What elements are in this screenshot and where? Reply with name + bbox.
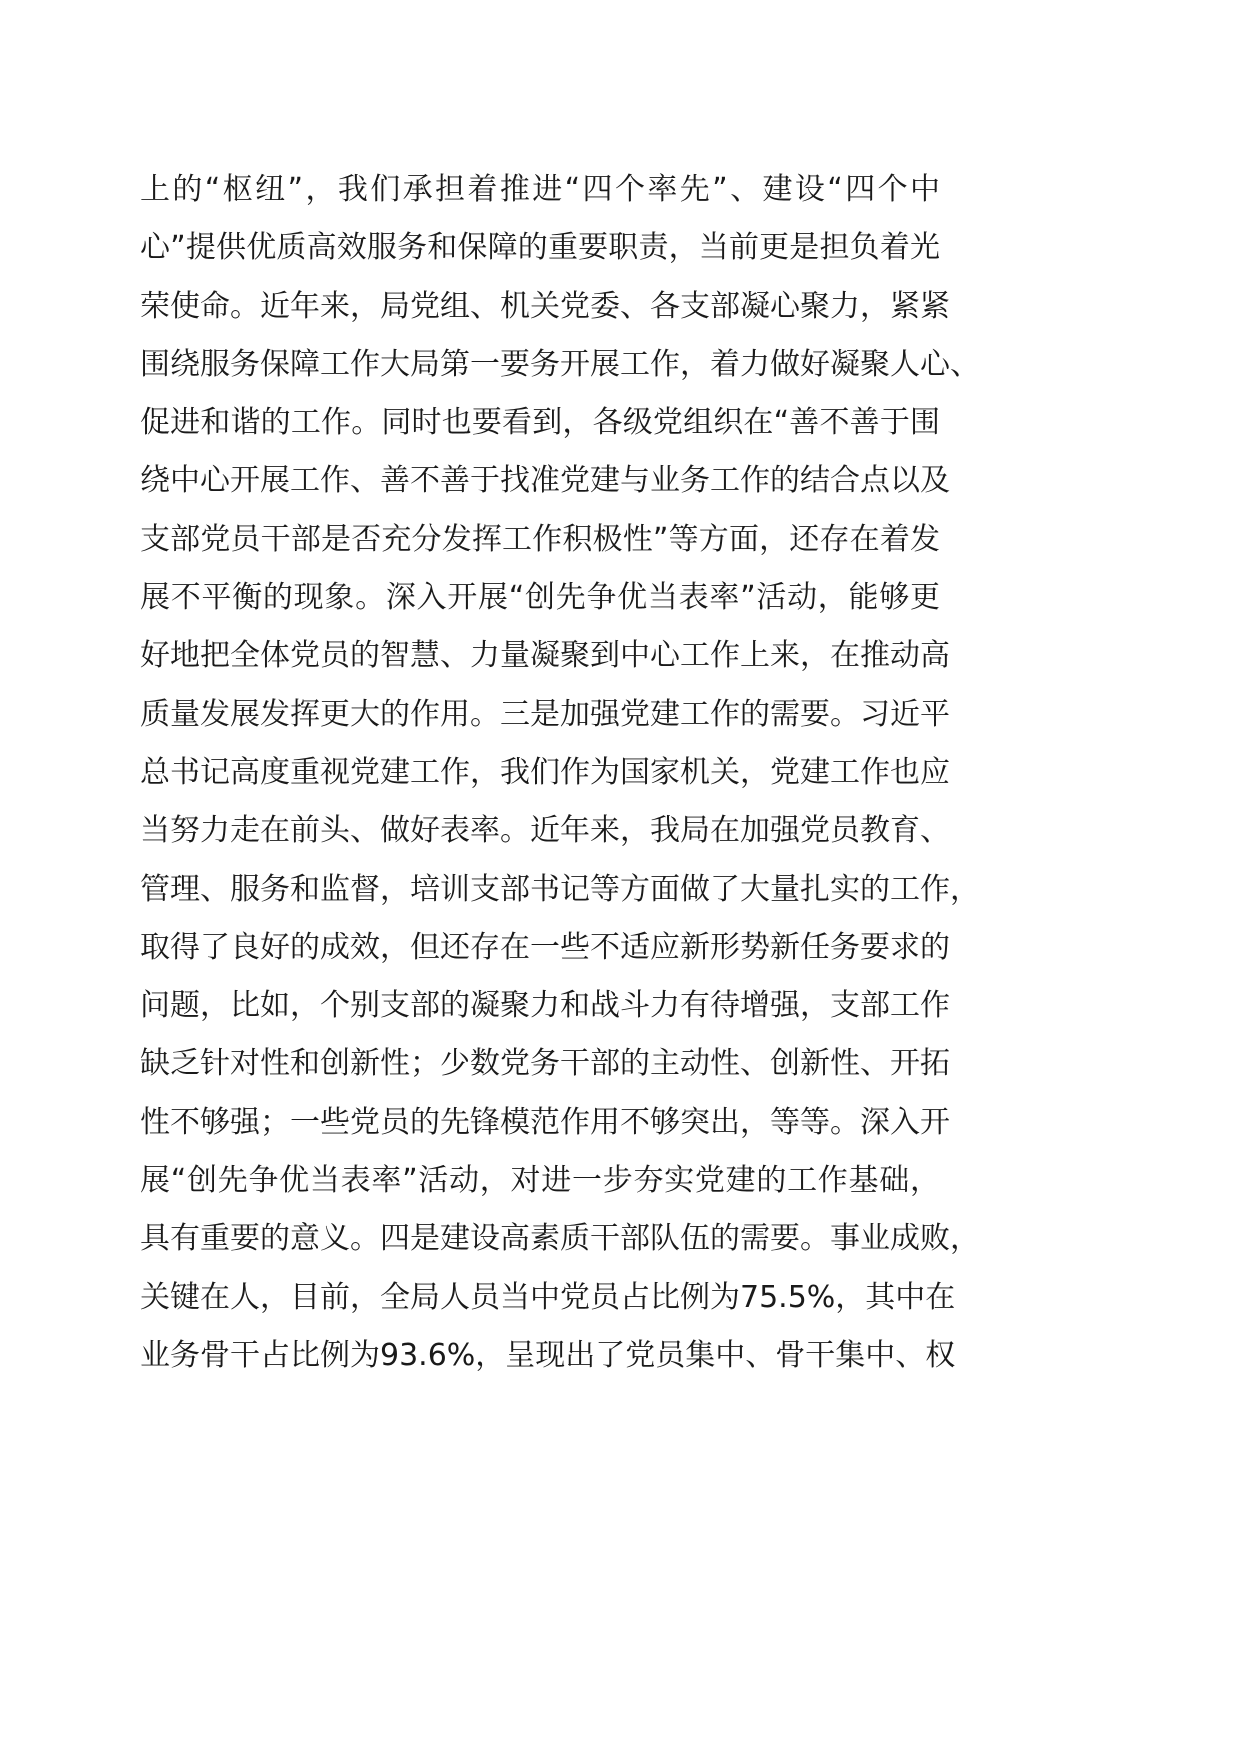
- text-line: 问题，比如，个别支部的凝聚力和战斗力有待增强，支部工作: [140, 988, 950, 1024]
- text-line: 业务骨干占比例为93.6%，呈现出了党员集中、骨干集中、权: [140, 1337, 956, 1373]
- body-text: [140, 161, 980, 1385]
- text-line: 关键在人，目前，全局人员当中党员占比例为75.5%，其中在: [140, 1279, 956, 1315]
- text-line: 荣使命。近年来，局党组、机关党委、各支部凝心聚力，紧紧: [140, 288, 950, 324]
- text-line: 支部党员干部是否充分发挥工作积极性”等方面，还存在着发: [140, 521, 940, 557]
- text-line: 促进和谐的工作。同时也要看到，各级党组织在“善不善于围: [140, 405, 940, 441]
- text-line: 性不够强；一些党员的先锋模范作用不够突出，等等。深入开: [140, 1104, 950, 1140]
- text-line: 具有重要的意义。四是建设高素质干部队伍的需要。事业成败，: [140, 1221, 980, 1257]
- text-line: 上的“枢纽”，我们承担着推进“四个率先”、建设“四个中: [140, 172, 940, 207]
- text-line: 取得了良好的成效，但还存在一些不适应新形势新任务要求的: [140, 929, 950, 965]
- text-line: 当努力走在前头、做好表率。近年来，我局在加强党员教育、: [140, 813, 950, 849]
- text-line: 展不平衡的现象。深入开展“创先争优当表率”活动，能够更: [140, 580, 940, 616]
- text-line: 心”提供优质高效服务和保障的重要职责，当前更是担负着光: [140, 230, 940, 266]
- text-line: 绕中心开展工作、善不善于找准党建与业务工作的结合点以及: [140, 463, 950, 499]
- text-line: 好地把全体党员的智慧、力量凝聚到中心工作上来，在推动高: [140, 638, 950, 674]
- text-line: 质量发展发挥更大的作用。三是加强党建工作的需要。习近平: [140, 696, 950, 732]
- text-line: 围绕服务保障工作大局第一要务开展工作，着力做好凝聚人心、: [140, 346, 980, 382]
- text-line: 管理、服务和监督，培训支部书记等方面做了大量扎实的工作，: [140, 871, 980, 907]
- text-line: 展“创先争优当表率”活动，对进一步夯实党建的工作基础，: [140, 1163, 940, 1199]
- text-line: 总书记高度重视党建工作，我们作为国家机关，党建工作也应: [140, 754, 950, 790]
- text-line: 缺乏针对性和创新性；少数党务干部的主动性、创新性、开拓: [140, 1046, 950, 1082]
